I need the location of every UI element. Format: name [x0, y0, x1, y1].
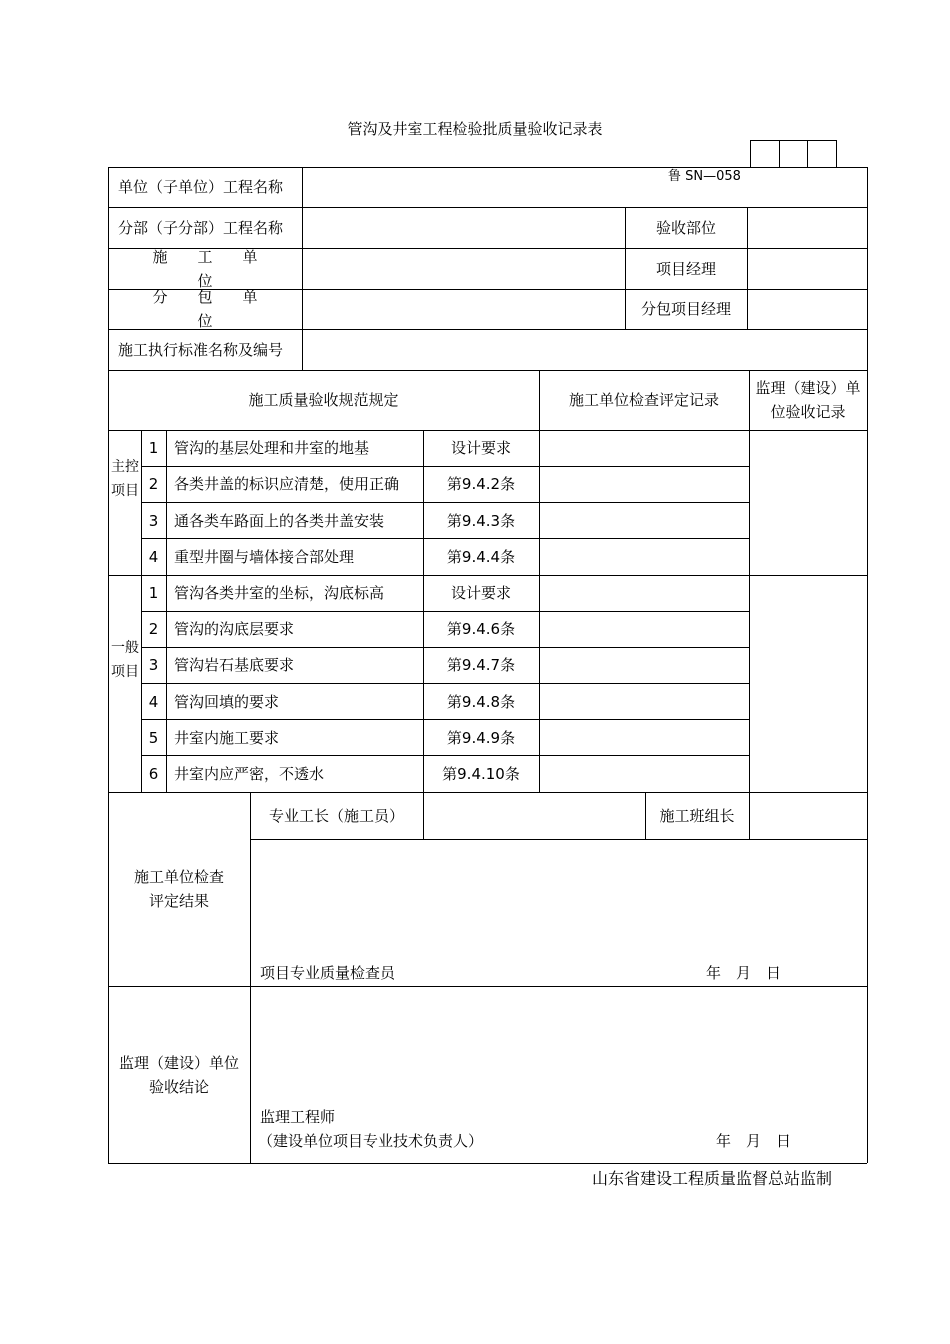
- item-number: 4: [148, 547, 159, 566]
- item-contractor-record-field[interactable]: [539, 430, 749, 466]
- general-items-group-label: 一般项目: [111, 640, 139, 680]
- item-description: 管沟回填的要求: [174, 692, 280, 711]
- item-description: 重型井圈与墙体接合部处理: [174, 547, 355, 566]
- item-reference: 第9.4.7条: [446, 656, 516, 675]
- code-boxes: [750, 140, 837, 168]
- item-contractor-record-field[interactable]: [539, 466, 749, 502]
- item-number: 1: [148, 439, 159, 458]
- construction-unit-label: 施工单位: [152, 247, 288, 290]
- sub-pm-field[interactable]: [747, 289, 867, 329]
- contractor-date-label: 年 月 日: [706, 964, 782, 982]
- item-description: 井室内应严密，不透水: [174, 764, 325, 783]
- item-number: 4: [148, 692, 159, 711]
- form-code: 鲁 SN—058: [668, 169, 741, 184]
- item-contractor-record-field[interactable]: [539, 575, 749, 611]
- item-reference: 第9.4.4条: [446, 547, 516, 566]
- unit-project-label: 单位（子单位）工程名称: [118, 178, 284, 196]
- item-description: 管沟的基层处理和井室的地基: [174, 439, 370, 458]
- item-number: 5: [148, 728, 159, 747]
- construction-unit-field[interactable]: [302, 248, 625, 289]
- item-contractor-record-field[interactable]: [539, 611, 749, 647]
- item-description: 通各类车路面上的各类井盖安装: [174, 511, 385, 530]
- item-description: 井室内施工要求: [174, 728, 280, 747]
- general-items-supervisor-field[interactable]: [749, 575, 867, 792]
- standard-field[interactable]: [302, 329, 867, 370]
- foreman-label: 专业工长（施工员）: [268, 806, 404, 825]
- division-field[interactable]: [302, 207, 625, 248]
- division-label: 分部（子分部）工程名称: [118, 218, 284, 237]
- acceptance-part-label: 验收部位: [655, 218, 716, 237]
- item-reference: 第9.4.10条: [442, 764, 520, 783]
- item-contractor-record-field[interactable]: [539, 539, 749, 575]
- item-number: 2: [148, 475, 159, 494]
- item-reference: 第9.4.2条: [446, 475, 516, 494]
- item-description: 管沟岩石基底要求: [174, 656, 295, 675]
- item-number: 3: [148, 511, 159, 530]
- item-description: 各类井盖的标识应清楚，使用正确: [174, 475, 400, 494]
- contractor-result-field[interactable]: [250, 839, 867, 959]
- supervisor-conclusion-label: 监理（建设）单位验收结论: [118, 1053, 239, 1096]
- item-description: 管沟的沟底层要求: [174, 620, 295, 639]
- spec-header: 施工质量验收规范规定: [248, 391, 399, 409]
- sub-pm-label: 分包项目经理: [640, 300, 731, 318]
- item-number: 2: [148, 620, 159, 639]
- item-number: 3: [148, 656, 159, 675]
- form-title: 管沟及井室工程检验批质量验收记录表: [347, 120, 603, 138]
- inspector-label: 项目专业质量检查员: [260, 964, 396, 982]
- item-number: 1: [148, 584, 159, 603]
- main-items-supervisor-field[interactable]: [749, 430, 867, 575]
- supervisor-date-label: 年 月 日: [716, 1132, 792, 1150]
- team-leader-field[interactable]: [749, 792, 867, 839]
- unit-project-field[interactable]: [302, 167, 867, 207]
- acceptance-part-field[interactable]: [747, 207, 867, 248]
- item-reference: 第9.4.3条: [446, 511, 516, 530]
- item-reference: 第9.4.6条: [446, 620, 516, 639]
- project-manager-label: 项目经理: [655, 259, 716, 278]
- item-description: 管沟各类井室的坐标，沟底标高: [174, 584, 385, 603]
- main-items-group-label: 主控项目: [111, 459, 139, 499]
- contractor-record-header: 施工单位检查评定记录: [568, 391, 719, 409]
- engineer-label: 监理工程师: [260, 1108, 336, 1126]
- team-leader-label: 施工班组长: [659, 806, 735, 825]
- supervisor-record-header: 监理（建设）单位验收记录: [755, 379, 861, 421]
- standard-label: 施工执行标准名称及编号: [118, 340, 284, 359]
- item-contractor-record-field[interactable]: [539, 647, 749, 683]
- subcontractor-field[interactable]: [302, 289, 625, 329]
- item-reference: 第9.4.9条: [446, 728, 516, 747]
- item-contractor-record-field[interactable]: [539, 756, 749, 792]
- owner-label: （建设单位项目专业技术负责人）: [258, 1132, 484, 1150]
- contractor-result-label: 施工单位检查评定结果: [133, 868, 224, 910]
- item-reference: 第9.4.8条: [446, 692, 516, 711]
- foreman-field[interactable]: [423, 792, 645, 839]
- subcontractor-label: 分包单位: [152, 288, 288, 330]
- item-contractor-record-field[interactable]: [539, 720, 749, 756]
- footer-issuer: 山东省建设工程质量监督总站监制: [592, 1169, 833, 1188]
- item-number: 6: [148, 764, 159, 783]
- item-reference: 设计要求: [450, 584, 511, 603]
- item-reference: 设计要求: [450, 439, 511, 458]
- supervisor-conclusion-field[interactable]: [250, 986, 867, 1101]
- item-contractor-record-field[interactable]: [539, 503, 749, 539]
- project-manager-field[interactable]: [747, 248, 867, 289]
- item-contractor-record-field[interactable]: [539, 684, 749, 720]
